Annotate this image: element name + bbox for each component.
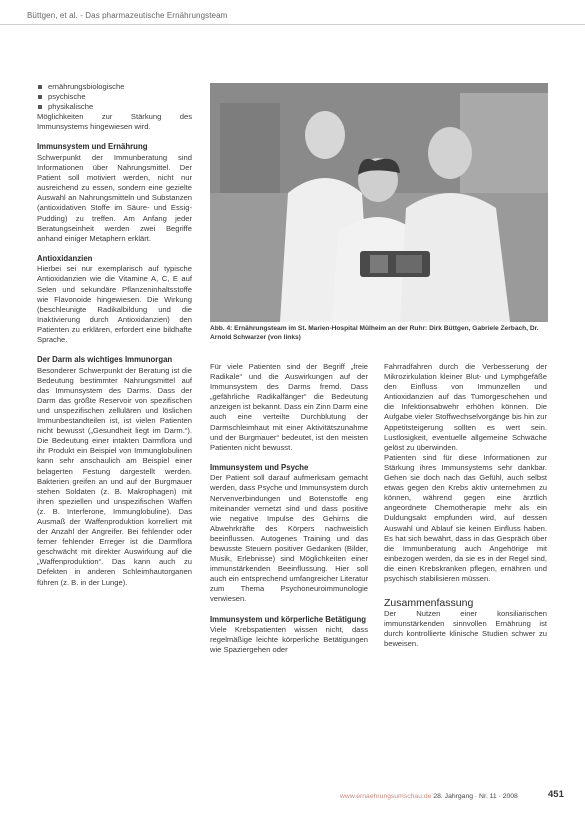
section-immune-exercise — [210, 615, 368, 656]
column-middle — [210, 362, 368, 655]
paragraph: Der Patient soll darauf aufmerksam gemacht werden, dass Psyche und Immunsystem durch Nervenverbindungen und Botenstoffe eng miteinander vernetzt sind und dass positive wie negative Impulse des Gehirns die Abwehrkräfte des Körpers nachweislich beeinflussen. Autogenes Training und das bewusste Steuern positiver Gedanken (Bilder, Musik, Erlebnisse) sind Möglichkeiten einer immunstärkenden Beeinflussung. Hier soll auch ein entsprechend umfangreicher Literatur zum Thema Psychoneuroimmunologie verwiesen. — [210, 473, 368, 604]
footer — [340, 793, 518, 800]
section-heading: Immunsystem und Ernährung — [37, 142, 148, 152]
section-heading: Antioxidanzien — [37, 253, 93, 263]
column-left — [37, 82, 192, 588]
running-head: Büttgen, et al. - Das pharmazeutische Ernährungsteam — [27, 11, 228, 20]
list-item: ernährungsbiologische — [37, 82, 192, 92]
photo-caption: Abb. 4: Ernährungsteam im St. Marien-Hospital Mülheim an der Ruhr: Dirk Büttgen, Gabriele Zerbach, Dr. Arnold Schwarzer (von links) — [210, 325, 539, 341]
summary-heading: Zusammenfassung — [384, 597, 474, 610]
paragraph: Möglichkeiten zur Stärkung des Immunsystems hingewiesen wird. — [37, 112, 192, 132]
paragraph: Besonderer Schwerpunkt der Beratung ist die Bedeutung bestimmter Nahrungsmittel auf das Immunsystem des Darms. Dass der Darm das größte Reservoir von spezifischen und unspezifischen zellulären und löslichen Immunbestandteilen ist, ist vielen Patienten nicht bewusst („Gesundheit liegt im Darm.“). Die Bedeutung einer intakten Darmflora und ihr Produkt ein Beispiel von Immunglobulinen kann sehr anschaulich am Beispiel einer belagerten Festung dargestellt werden. Bakterien greifen an und auf der Burgmauer stehen Soldaten (z. B. Makrophagen) mit ihren speziellen und unspezifischen Waffen (z. B. Interferone, Immunglobuline). Das Ausmaß der Waffenproduktion korreliert mit der Anzahl der Angreifer. Bei fehlender oder ferner fehlender Erreger ist die Darmflora geschwächt mit direkter Auswirkung auf die „Waffenproduktion“. Das kann auch zu Defekten in anderen Schleimhautorganen führen (z. B. in der Lunge). — [37, 365, 192, 587]
section-immune-psyche — [210, 463, 368, 605]
paragraph: Der Nutzen einer konsiliarischen immunstärkenden sinnvollen Ernährung ist durch kontrollierte klinische Studien schwer zu beweisen. — [384, 608, 547, 648]
paragraph: Viele Krebspatienten wissen nicht, dass regelmäßige leichte körperliche Betätigungen wie Spaziergehen oder — [210, 625, 368, 655]
section-gut-immune-organ — [37, 355, 192, 588]
paragraph: Fahrradfahren durch die Verbesserung der Mikrozirkulation kleiner Blut- und Lymphgefäße den Einfluss von Immunzellen und Antioxidanzien auf das Tumorgeschehen und die Infektionsabwehr erhöhen können. Die Aufgabe vieler Stoffwechselvorgänge bis hin zur Appetitsteigerung sollten es wert sein. Lustlosigkeit, eventuelle allgemeine Schwäche gelöst zu überwinden. — [384, 362, 547, 452]
section-heading: Immunsystem und körperliche Betätigung — [210, 614, 366, 624]
list-item: physikalische — [37, 102, 192, 112]
footer-url[interactable]: www.ernaehrungsumschau.de — [340, 793, 432, 800]
footer-issue: 28. Jahrgang · Nr. 11 · 2008 — [433, 793, 518, 800]
section-immune-nutrition — [37, 142, 192, 243]
team-photo — [210, 83, 548, 322]
header-divider — [0, 24, 585, 25]
page-number: 451 — [548, 789, 564, 800]
paragraph: Patienten sind für diese Informationen zur Stärkung ihres Immunsystems sehr dankbar. Gehen sie doch nach das Gefühl, auch selbst etwas gegen den Krebs aktiv unternehmen zu können, während gegen eine ärztlich angeordnete Chemotherapie mehr als ein Duldungsakt empfunden wird, auf dessen Auswahl und Ablauf sie keinen Einfluss haben. Es hat sich bewährt, dass in das Gespräch über die Immunberatung auch Angehörige mit einbezogen werden, da sie es in der Regel sind, die einen Krebskranken pflegen, ernähren und psychisch stabilisieren müssen. — [384, 452, 547, 583]
paragraph: Für viele Patienten sind der Begriff „freie Radikale“ und die Auswirkungen auf der Immunsystem des Darms fremd. Dass „gefährliche Radikalfänger“ die Bedeutung anzeigen ist bekannt. Dass ein Zinn Darm eine auch eine verteilte Durchblutung der Darmschleimhaut mit einer Aktivitätszunahme und der Burgmauer“ bedeutet, ist den meisten Patienten nicht bewusst. — [210, 362, 368, 452]
section-heading: Immunsystem und Psyche — [210, 462, 309, 472]
column-right — [384, 362, 547, 649]
bullet-list — [37, 82, 192, 112]
paragraph: Schwerpunkt der Immunberatung sind Informationen über Nahrungsmittel. Der Patient soll motiviert werden, nicht nur ausreichend zu essen, sondern eine gezielte Auswahl an Nahrungsmitteln und Substanzen (antioxidativen Stoffe im Säure- und Essig-Pudding) zu treffen. Am Anfang jeder Beratungseinheit werden zwei Begriffe anhand einiger Metaphern erklärt. — [37, 152, 192, 243]
team-photo-illustration — [210, 83, 548, 322]
list-item: psychische — [37, 92, 192, 102]
section-antioxidants — [37, 254, 192, 345]
section-heading: Der Darm als wichtiges Immunorgan — [37, 355, 173, 365]
paragraph: Hierbei sei nur exemplarisch auf typische Antioxidanzien wie die Vitamine A, C, E auf Selen und sekundäre Pflanzeninhaltsstoffe wie Flavonoide hingewiesen. Die Wirkung (beschleunigte Radikalbildung und die Inaktivierung durch Antioxidanzien) den Patienten zu erklären, erfordert eine bildhafte Sprache. — [37, 264, 192, 344]
